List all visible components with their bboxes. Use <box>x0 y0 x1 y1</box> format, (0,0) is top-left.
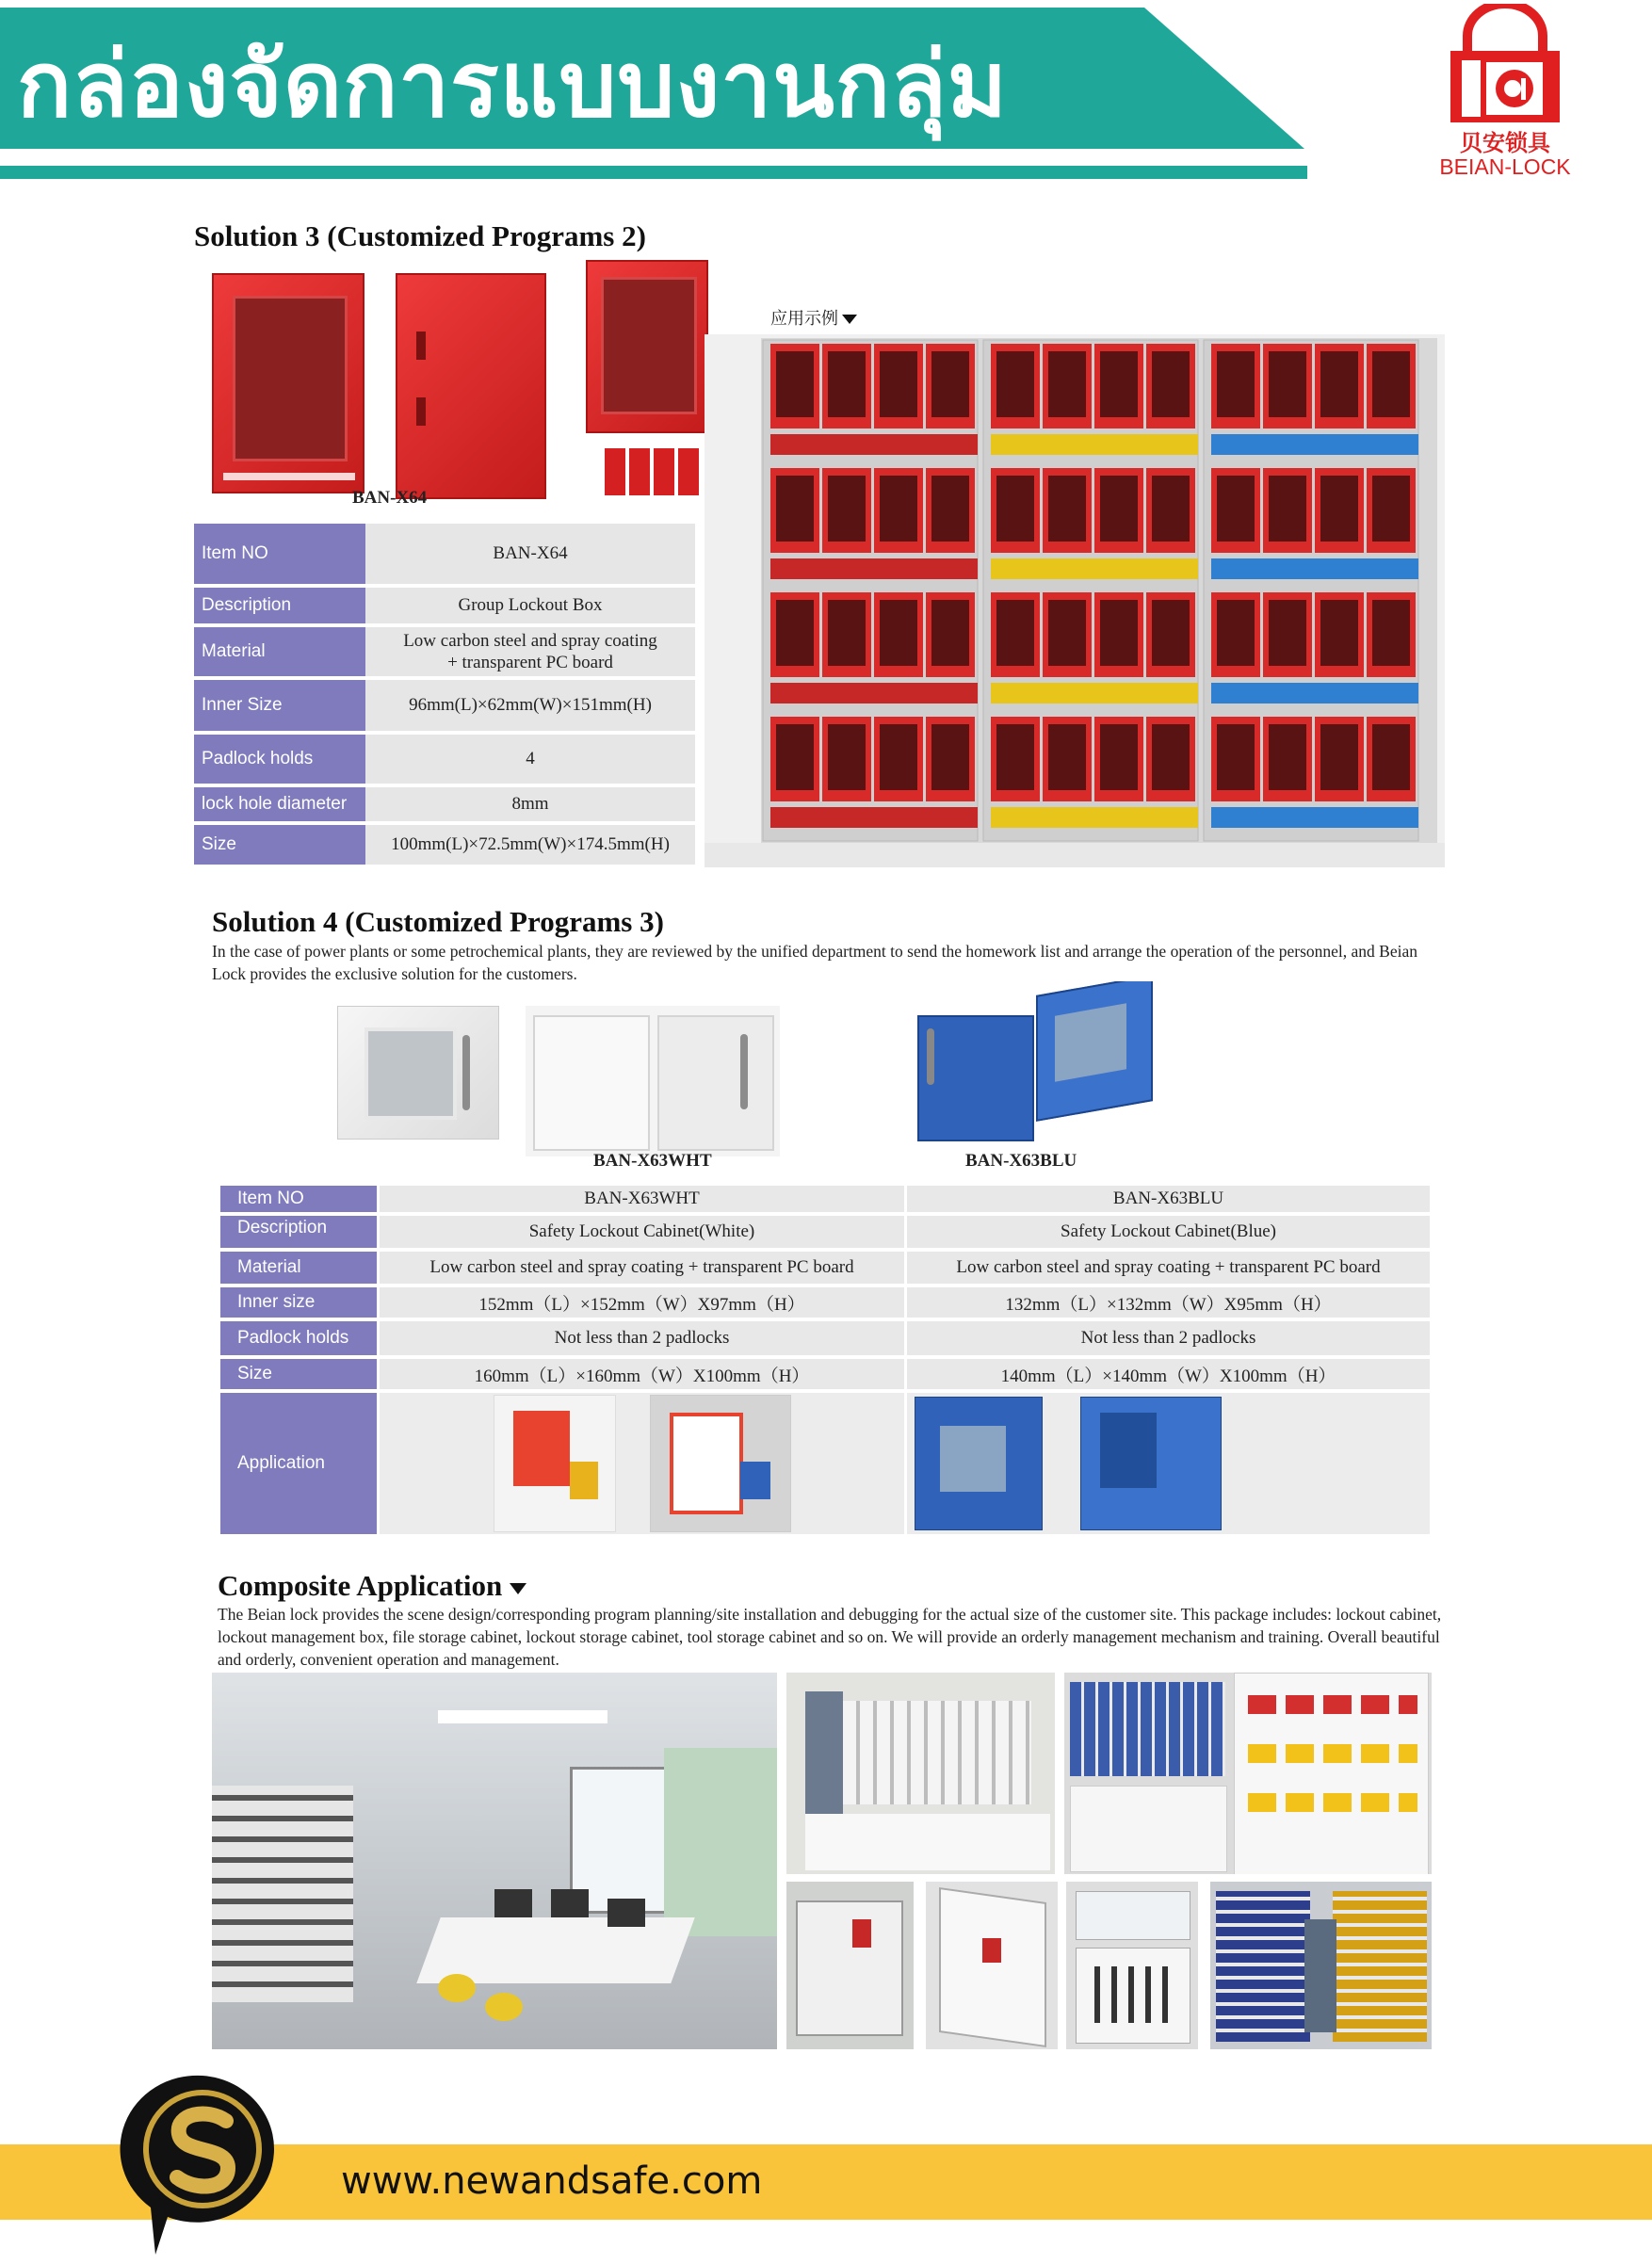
logo-chinese-text: 贝安锁具 <box>1460 130 1550 156</box>
spec-key: Inner size <box>220 1287 377 1318</box>
padlock-row <box>991 683 1198 703</box>
lockout-box-window <box>996 600 1034 666</box>
lockout-box-window <box>1217 476 1255 542</box>
padlock-row <box>1211 434 1418 455</box>
lockout-box-window <box>828 351 866 417</box>
lockout-box-window <box>1320 724 1358 790</box>
spec-key: Item NO <box>194 524 365 584</box>
lockout-box-window <box>1100 351 1138 417</box>
spec-value-white: BAN-X63WHT <box>377 1186 904 1212</box>
app-example-text: 应用示例 <box>770 309 838 329</box>
cabinet-illustration <box>705 334 1445 867</box>
table-row <box>194 825 695 865</box>
blue-model-caption: BAN-X63BLU <box>965 1151 1077 1171</box>
website-link[interactable]: www.newandsafe.com <box>341 2159 763 2203</box>
file-and-helmet-cabinet-photo <box>1064 1673 1432 1874</box>
spec-value: Group Lockout Box <box>365 588 695 623</box>
speech-bubble-logo-icon <box>113 2066 292 2259</box>
page-title: กล่องจัดการแบบงานกลุ่ม <box>17 32 1009 137</box>
lockout-box-window <box>931 724 969 790</box>
spec-key: Material <box>220 1252 377 1284</box>
lockout-box-window <box>1152 476 1190 542</box>
spec-key: Size <box>194 825 365 865</box>
footer-logo <box>113 2066 292 2264</box>
spec-value: 8mm <box>365 787 695 821</box>
spec-value: BAN-X64 <box>365 524 695 584</box>
padlock-row <box>1211 558 1418 579</box>
tool-cabinet-photo <box>1066 1882 1198 2049</box>
composite-heading <box>218 1569 526 1603</box>
wall-lockbox-installation-photo <box>786 1673 1055 1874</box>
table-row <box>194 735 695 784</box>
table-row <box>194 588 695 623</box>
table-row <box>220 1359 1430 1389</box>
spec-value-blue: Low carbon steel and spray coating + transparent PC board <box>904 1252 1430 1284</box>
spec-key: lock hole diameter <box>194 787 365 821</box>
spec-key: Size <box>220 1359 377 1389</box>
cabinet-application-photo <box>705 334 1445 867</box>
spec-key: Item NO <box>220 1186 377 1212</box>
table-row <box>220 1287 1430 1318</box>
lockout-box-window <box>828 476 866 542</box>
lockout-box-window <box>1100 476 1138 542</box>
table-row <box>194 680 695 731</box>
lockout-box-window <box>1152 724 1190 790</box>
lockout-box-window <box>1269 600 1306 666</box>
table-row <box>220 1393 1430 1534</box>
lockout-box-window <box>828 600 866 666</box>
lockout-box-window <box>1100 600 1138 666</box>
table-row <box>220 1186 1430 1212</box>
app-example-label <box>770 305 857 330</box>
white-cabinet-closed-photo <box>337 1006 499 1140</box>
lockout-box-window <box>1048 476 1086 542</box>
lockout-box-window <box>1217 351 1255 417</box>
red-lockout-box-open-photo <box>586 260 708 433</box>
lockout-box-window <box>776 600 814 666</box>
triangle-down-icon <box>510 1583 526 1594</box>
red-lockout-box-side-photo <box>396 273 546 499</box>
spec-value-blue: Not less than 2 padlocks <box>904 1321 1430 1355</box>
application-blue-photos <box>904 1393 1430 1534</box>
padlock-row <box>770 807 978 828</box>
lockout-box-window <box>1217 600 1255 666</box>
solution4-spec-table <box>220 1182 1430 1538</box>
spec-value-white: Not less than 2 padlocks <box>377 1321 904 1355</box>
lockout-box-window <box>996 724 1034 790</box>
lockout-box-window <box>1372 351 1410 417</box>
solution3-model-caption: BAN-X64 <box>352 488 428 508</box>
lockout-station-people-photo <box>1210 1882 1432 2049</box>
padlock-row <box>991 807 1198 828</box>
white-application-photo-2 <box>650 1395 791 1532</box>
lockout-box-window <box>996 351 1034 417</box>
lockout-box-window <box>1217 724 1255 790</box>
padlock-row <box>1211 683 1418 703</box>
solution3-spec-table <box>194 520 695 868</box>
white-cabinet-open-photo <box>526 1006 780 1156</box>
lockout-box-window <box>931 600 969 666</box>
spec-key: Description <box>220 1216 377 1248</box>
lockout-box-window <box>1372 476 1410 542</box>
cabinet-detail-photo-2 <box>926 1882 1058 2049</box>
white-model-caption: BAN-X63WHT <box>593 1151 712 1171</box>
triangle-down-icon <box>842 315 857 324</box>
lockout-box-window <box>1269 724 1306 790</box>
lockout-box-window <box>880 600 917 666</box>
spec-value-white: 152mm（L）×152mm（W）X97mm（H） <box>377 1287 904 1318</box>
blue-application-photo-1 <box>915 1397 1043 1530</box>
spec-key: Inner Size <box>194 680 365 731</box>
blue-cabinet-photo <box>914 981 1158 1143</box>
solution4-description: In the case of power plants or some petrochemical plants, they are reviewed by the unified department to send the homework list and arrange the operation of the personnel, and Beian Lock provides the exclusive solution for the customers. <box>212 942 1417 983</box>
spec-value-white: Safety Lockout Cabinet(White) <box>377 1216 904 1248</box>
lockout-box-window <box>996 476 1034 542</box>
spec-key: Description <box>194 588 365 623</box>
lockout-box-window <box>1269 476 1306 542</box>
blue-application-photo-2 <box>1080 1397 1222 1530</box>
lockout-box-window <box>1152 351 1190 417</box>
table-row <box>220 1321 1430 1355</box>
lockout-box-window <box>1152 600 1190 666</box>
spec-value-line2: + transparent PC board <box>447 653 613 672</box>
lockout-box-window <box>1100 724 1138 790</box>
padlock-row <box>991 434 1198 455</box>
lockout-box-window <box>1048 600 1086 666</box>
padlock-row <box>770 558 978 579</box>
lockout-box-window <box>931 476 969 542</box>
spec-value: 96mm(L)×62mm(W)×151mm(H) <box>365 680 695 731</box>
padlock-row <box>1211 807 1418 828</box>
lockout-box-window <box>1048 351 1086 417</box>
spec-value <box>365 627 695 676</box>
spec-value-blue: 140mm（L）×140mm（W）X100mm（H） <box>904 1359 1430 1389</box>
spec-value-blue: Safety Lockout Cabinet(Blue) <box>904 1216 1430 1248</box>
padlock-logo-icon <box>1430 4 1580 126</box>
table-row <box>194 627 695 676</box>
lockout-box-window <box>776 724 814 790</box>
lockout-box-window <box>1320 351 1358 417</box>
lockout-box-window <box>880 476 917 542</box>
lockout-box-window <box>1320 476 1358 542</box>
red-padlocks-photo <box>603 414 706 499</box>
solution3-heading: Solution 3 (Customized Programs 2) <box>194 219 646 252</box>
table-row <box>194 524 695 584</box>
lockout-box-window <box>1372 724 1410 790</box>
office-rendering-photo <box>212 1673 777 2049</box>
white-application-photo-1 <box>494 1395 616 1532</box>
lockout-box-window <box>1269 351 1306 417</box>
table-row <box>194 787 695 821</box>
spec-value-blue: 132mm（L）×132mm（W）X95mm（H） <box>904 1287 1430 1318</box>
spec-key: Material <box>194 627 365 676</box>
lockout-box-window <box>776 351 814 417</box>
spec-value: 100mm(L)×72.5mm(W)×174.5mm(H) <box>365 825 695 865</box>
table-row <box>220 1216 1430 1248</box>
lockout-box-window <box>776 476 814 542</box>
spec-key: Padlock holds <box>194 735 365 784</box>
red-lockout-box-front-photo <box>212 273 364 493</box>
lockout-box-window <box>1372 600 1410 666</box>
lockout-box-window <box>880 724 917 790</box>
spec-value: 4 <box>365 735 695 784</box>
solution4-heading: Solution 4 (Customized Programs 3) <box>212 905 664 938</box>
spec-value-line1: Low carbon steel and spray coating <box>403 631 657 651</box>
padlock-row <box>770 683 978 703</box>
spec-key: Application <box>220 1393 377 1534</box>
padlock-row <box>991 558 1198 579</box>
header-underline <box>0 166 1307 179</box>
table-row <box>220 1252 1430 1284</box>
logo-english-text: BEIAN-LOCK <box>1439 154 1571 179</box>
spec-value-white: 160mm（L）×160mm（W）X100mm（H） <box>377 1359 904 1389</box>
application-white-photos <box>377 1393 904 1534</box>
lockout-box-window <box>1320 600 1358 666</box>
lockout-box-window <box>1048 724 1086 790</box>
cabinet-detail-photo-1 <box>786 1882 914 2049</box>
spec-value-white: Low carbon steel and spray coating + transparent PC board <box>377 1252 904 1284</box>
lockout-box-window <box>880 351 917 417</box>
spec-value-blue: BAN-X63BLU <box>904 1186 1430 1212</box>
spec-key: Padlock holds <box>220 1321 377 1355</box>
composite-description: The Beian lock provides the scene design/corresponding program planning/site installation and debugging for the actual size of the customer site. This package includes: lockout cabinet, lockout management box, file storage cabinet, lockout storage cabinet, tool storage cabinet and so on. We will provide an orderly management mechanism and training. Overall beautiful and orderly, convenient operation and management. <box>218 1605 1442 1669</box>
padlock-row <box>770 434 978 455</box>
lockout-box-window <box>828 724 866 790</box>
composite-heading-text: Composite Application <box>218 1569 503 1602</box>
lockout-box-window <box>931 351 969 417</box>
